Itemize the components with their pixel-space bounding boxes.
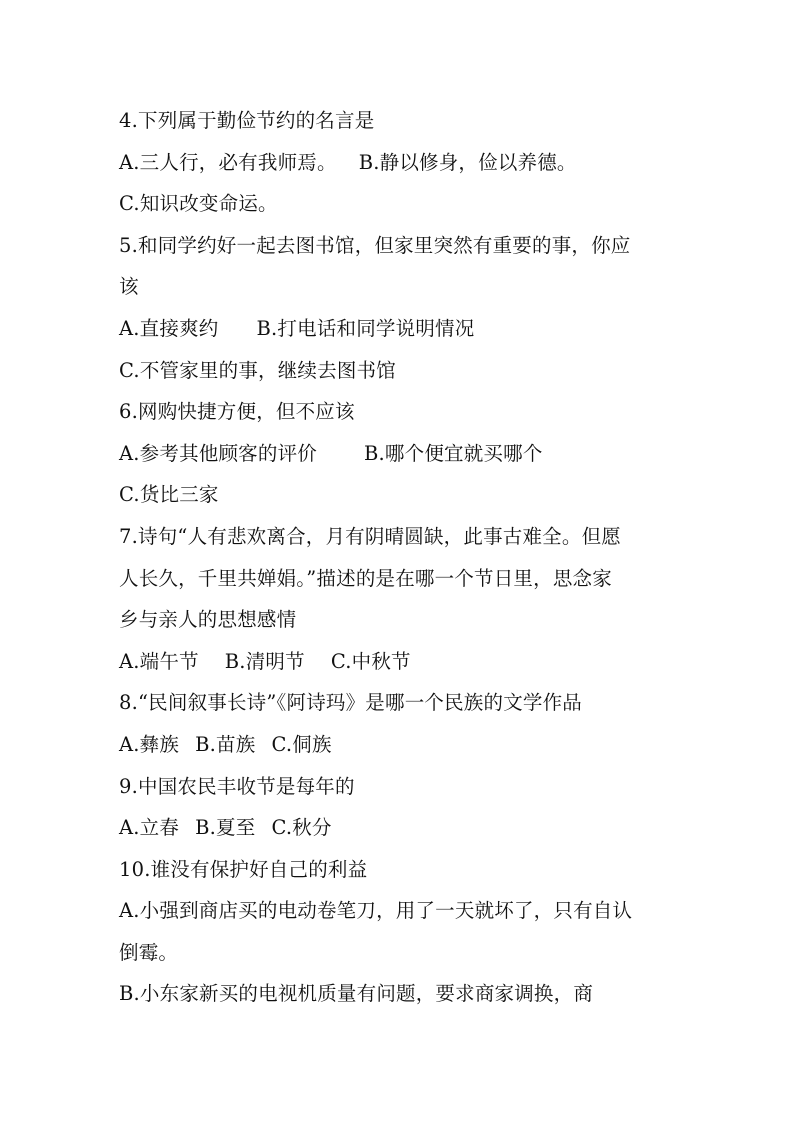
question-4-stem: 4.下列属于勤俭节约的名言是 <box>119 109 375 132</box>
question-7-option-c: C.中秋节 <box>330 649 411 673</box>
question-8-option-b: B.苗族 <box>195 732 256 756</box>
question-6-option-b: B.哪个便宜就买哪个 <box>363 441 543 465</box>
question-6-option-a: A.参考其他顾客的评价 <box>119 441 317 465</box>
question-8-option-a: A.彝族 <box>119 732 180 756</box>
question-5-option-c: C.不管家里的事，继续去图书馆 <box>119 358 396 382</box>
question-6-options-ab <box>119 433 679 475</box>
question-5-options-ab <box>119 308 679 350</box>
question-5-option-a: A.直接爽约 <box>119 316 219 340</box>
question-7-stem-line1: 7.诗句“人有悲欢离合，月有阴晴圆缺，此事古难全。但愿 <box>119 524 621 548</box>
question-10-option-b-line1: B.小东家新买的电视机质量有问题，要求商家调换，商 <box>119 982 594 1006</box>
question-9-stem: 9.中国农民丰收节是每年的 <box>119 774 355 798</box>
question-4-option-b: B.静以修身，俭以养德。 <box>358 150 577 174</box>
question-9-option-a: A.立春 <box>119 816 180 840</box>
question-8-options <box>119 724 679 766</box>
question-8-stem: 8.“民间叙事长诗”《阿诗玛》是哪一个民族的文学作品 <box>119 691 582 715</box>
question-10-option-a-line1: A.小强到商店买的电动卷笔刀，用了一天就坏了，只有自认 <box>119 899 633 923</box>
question-4-option-c: C.知识改变命运。 <box>119 192 278 216</box>
question-4-options-ab <box>119 142 679 184</box>
question-10-stem: 10.谁没有保护好自己的利益 <box>119 857 368 881</box>
question-9-options <box>119 807 679 849</box>
question-4-option-a: A.三人行，必有我师焉。 <box>119 150 337 174</box>
question-7-stem-line3: 乡与亲人的思想感情 <box>119 608 297 632</box>
question-list <box>119 100 679 1015</box>
question-6-stem: 6.网购快捷方便，但不应该 <box>119 400 355 424</box>
question-10-option-a-line2: 倒霉。 <box>119 940 179 964</box>
question-5-stem-line1: 5.和同学约好一起去图书馆，但家里突然有重要的事，你应 <box>119 233 631 257</box>
question-7-stem-line2: 人长久，千里共婵娟。”描述的是在哪一个节日里，思念家 <box>119 566 612 590</box>
question-7-option-a: A.端午节 <box>119 649 199 673</box>
question-9-option-c: C.秋分 <box>271 816 332 840</box>
question-7-option-b: B.清明节 <box>224 649 305 673</box>
question-9-option-b: B.夏至 <box>195 816 256 840</box>
question-5-stem-line2: 该 <box>119 275 139 299</box>
question-5-option-b: B.打电话和同学说明情况 <box>256 316 475 340</box>
question-8-option-c: C.侗族 <box>271 732 332 756</box>
question-6-option-c: C.货比三家 <box>119 483 219 507</box>
question-7-options <box>119 641 679 683</box>
